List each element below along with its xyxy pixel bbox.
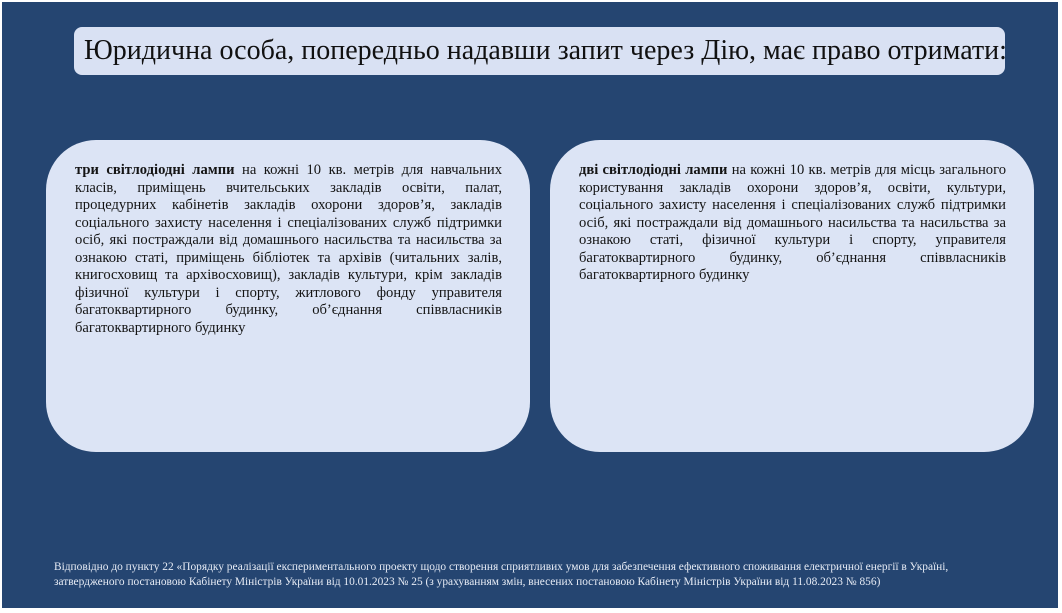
card-lead: три світлодіодні лампи [75, 162, 235, 178]
info-card-two-lamps [550, 140, 1034, 452]
card-lead: дві світлодіодні лампи [579, 162, 728, 178]
footnote-line: затвердженого постановою Кабінету Міністрів України від 10.01.2023 № 25 (з урахуванням змін, внесених постановою Кабінету Міністрів України від 11.08.2023 № 856) [54, 576, 881, 588]
card-text: на кожні 10 кв. метрів для місць загального користування закладів охорони здоров’я, освіти, культури, соціального захисту населення і спеціалізованих служб підтримки осіб, які постраждали від домашнього насильства та насильства за ознакою статі, фізичної культури і спорту, управителя багатоквартирного будинку, об’єднання співвласників багатоквартирного будинку [579, 162, 1006, 283]
card-text: на кожні 10 кв. метрів для навчальних класів, приміщень вчительських закладів освіти, палат, процедурних кабінетів закладів охорони здоров’я, закладів соціального захисту населення і спеціалізованих служб підтримки осіб, які постраждали від домашнього насильства та насильства за ознакою статі, приміщень бібліотек та архівів (читальних залів, книгосховищ та архівосховищ), закладів культури, крім закладів фізичної культури і спорту, житлового фонду управителя багатоквартирного будинку, об’єднання співвласників багатоквартирного будинку [75, 162, 502, 336]
footnote [54, 560, 1050, 590]
info-card-three-lamps [46, 140, 530, 452]
page-title: Юридична особа, попередньо надавши запит через Дію, має право отримати: [74, 27, 1005, 75]
footnote-line: Відповідно до пункту 22 «Порядку реалізації експериментального проекту щодо створення сприятливих умов для забезпечення ефективного споживання електричної енергії в Україні, [54, 561, 949, 573]
slide [2, 2, 1058, 608]
